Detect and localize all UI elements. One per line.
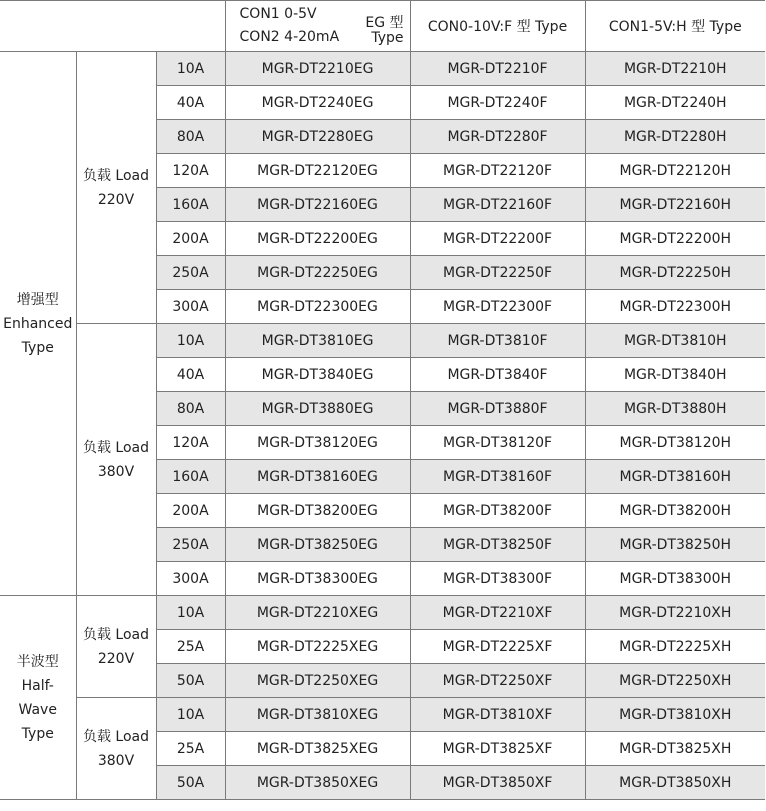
h-model-cell: MGR-DT3880H (585, 392, 765, 426)
h-model-cell: MGR-DT38160H (585, 460, 765, 494)
eg-model-cell: MGR-DT3880EG (225, 392, 410, 426)
f-model-cell: MGR-DT2210XF (410, 596, 585, 630)
h-model-cell: MGR-DT3850XH (585, 766, 765, 800)
f-model-cell: MGR-DT38300F (410, 562, 585, 596)
f-model-cell: MGR-DT38250F (410, 528, 585, 562)
f-model-cell: MGR-DT22200F (410, 222, 585, 256)
f-model-cell: MGR-DT38120F (410, 426, 585, 460)
header-blank-cell (0, 1, 225, 52)
group-name-line: 增强型 (16, 291, 59, 308)
h-model-cell: MGR-DT22250H (585, 256, 765, 290)
table-row (0, 324, 765, 358)
current-cell: 80A (156, 392, 225, 426)
f-model-cell: MGR-DT2225XF (410, 630, 585, 664)
header-f-type: CON0-10V:F 型 Type (410, 1, 585, 52)
eg-model-cell: MGR-DT38160EG (225, 460, 410, 494)
f-model-cell: MGR-DT2240F (410, 86, 585, 120)
header-h-type: CON1-5V:H 型 Type (585, 1, 765, 52)
eg-model-cell: MGR-DT3825XEG (225, 732, 410, 766)
current-cell: 10A (156, 596, 225, 630)
f-model-cell: MGR-DT2280F (410, 120, 585, 154)
h-model-cell: MGR-DT2250XH (585, 664, 765, 698)
eg-model-cell: MGR-DT2250XEG (225, 664, 410, 698)
f-model-cell: MGR-DT3850XF (410, 766, 585, 800)
h-model-cell: MGR-DT38200H (585, 494, 765, 528)
h-model-cell: MGR-DT38300H (585, 562, 765, 596)
current-cell: 300A (156, 562, 225, 596)
current-cell: 10A (156, 52, 225, 86)
h-model-cell: MGR-DT3810H (585, 324, 765, 358)
h-model-cell: MGR-DT38250H (585, 528, 765, 562)
eg-model-cell: MGR-DT3840EG (225, 358, 410, 392)
eg-model-cell: MGR-DT2280EG (225, 120, 410, 154)
current-cell: 200A (156, 494, 225, 528)
table-row (0, 596, 765, 630)
f-model-cell: MGR-DT22300F (410, 290, 585, 324)
table-row (0, 698, 765, 732)
header-row (0, 1, 765, 52)
h-model-cell: MGR-DT3840H (585, 358, 765, 392)
f-model-cell: MGR-DT22250F (410, 256, 585, 290)
eg-model-cell: MGR-DT38300EG (225, 562, 410, 596)
h-model-cell: MGR-DT2280H (585, 120, 765, 154)
eg-model-cell: MGR-DT2240EG (225, 86, 410, 120)
f-model-cell: MGR-DT22120F (410, 154, 585, 188)
h-model-cell: MGR-DT38120H (585, 426, 765, 460)
current-cell: 160A (156, 460, 225, 494)
group-name-line: Enhanced (3, 315, 73, 332)
eg-model-cell: MGR-DT2225XEG (225, 630, 410, 664)
current-cell: 10A (156, 698, 225, 732)
load-label-cell (76, 52, 156, 324)
group-name-line: 半波型 (16, 653, 59, 670)
f-model-cell: MGR-DT38160F (410, 460, 585, 494)
table-row (0, 52, 765, 86)
eg-model-cell: MGR-DT2210EG (225, 52, 410, 86)
group-name-line: Wave (18, 701, 57, 718)
eg-model-cell: MGR-DT3810EG (225, 324, 410, 358)
load-label-line: 380V (97, 752, 135, 769)
current-cell: 50A (156, 766, 225, 800)
f-model-cell: MGR-DT3810F (410, 324, 585, 358)
current-cell: 25A (156, 630, 225, 664)
current-cell: 80A (156, 120, 225, 154)
h-model-cell: MGR-DT22300H (585, 290, 765, 324)
load-label-line: 220V (97, 650, 135, 667)
f-model-cell: MGR-DT3825XF (410, 732, 585, 766)
eg-model-cell: MGR-DT3810XEG (225, 698, 410, 732)
h-model-cell: MGR-DT22160H (585, 188, 765, 222)
load-label-cell (76, 698, 156, 800)
h-model-cell: MGR-DT22200H (585, 222, 765, 256)
group-name-cell (0, 596, 76, 800)
group-name-line: Type (21, 725, 54, 742)
group-name-line: Type (21, 339, 54, 356)
header-eg-type (225, 1, 410, 52)
current-cell: 120A (156, 154, 225, 188)
load-label-line: 负载 Load (82, 439, 150, 456)
f-model-cell: MGR-DT38200F (410, 494, 585, 528)
f-model-cell: MGR-DT3880F (410, 392, 585, 426)
h-model-cell: MGR-DT2240H (585, 86, 765, 120)
eg-model-cell: MGR-DT22120EG (225, 154, 410, 188)
eg-model-cell: MGR-DT22160EG (225, 188, 410, 222)
group-name-line: Half- (21, 677, 54, 694)
load-label-line: 220V (97, 191, 135, 208)
eg-model-cell: MGR-DT38120EG (225, 426, 410, 460)
load-label-cell (76, 324, 156, 596)
f-model-cell: MGR-DT2250XF (410, 664, 585, 698)
current-cell: 10A (156, 324, 225, 358)
h-model-cell: MGR-DT22120H (585, 154, 765, 188)
load-label-line: 负载 Load (82, 626, 150, 643)
load-label-line: 380V (97, 463, 135, 480)
load-label-cell (76, 596, 156, 698)
f-model-cell: MGR-DT3840F (410, 358, 585, 392)
current-cell: 250A (156, 256, 225, 290)
current-cell: 300A (156, 290, 225, 324)
table-body (0, 52, 765, 800)
h-model-cell: MGR-DT2225XH (585, 630, 765, 664)
load-label-line: 负载 Load (82, 167, 150, 184)
eg-model-cell: MGR-DT2210XEG (225, 596, 410, 630)
current-cell: 250A (156, 528, 225, 562)
f-model-cell: MGR-DT22160F (410, 188, 585, 222)
current-cell: 160A (156, 188, 225, 222)
eg-model-cell: MGR-DT22250EG (225, 256, 410, 290)
header-con2: CON2 4-20mA (239, 29, 340, 45)
eg-model-cell: MGR-DT38250EG (225, 528, 410, 562)
current-cell: 40A (156, 86, 225, 120)
h-model-cell: MGR-DT3825XH (585, 732, 765, 766)
header-eg-label: EG 型 Type (365, 15, 404, 46)
header-con1: CON1 0-5V (239, 6, 317, 22)
h-model-cell: MGR-DT2210H (585, 52, 765, 86)
eg-model-cell: MGR-DT3850XEG (225, 766, 410, 800)
current-cell: 120A (156, 426, 225, 460)
f-model-cell: MGR-DT3810XF (410, 698, 585, 732)
eg-model-cell: MGR-DT22300EG (225, 290, 410, 324)
eg-model-cell: MGR-DT38200EG (225, 494, 410, 528)
group-name-cell (0, 52, 76, 596)
f-model-cell: MGR-DT2210F (410, 52, 585, 86)
load-label-line: 负载 Load (82, 728, 150, 745)
h-model-cell: MGR-DT3810XH (585, 698, 765, 732)
current-cell: 200A (156, 222, 225, 256)
current-cell: 25A (156, 732, 225, 766)
h-model-cell: MGR-DT2210XH (585, 596, 765, 630)
current-cell: 40A (156, 358, 225, 392)
current-cell: 50A (156, 664, 225, 698)
eg-model-cell: MGR-DT22200EG (225, 222, 410, 256)
